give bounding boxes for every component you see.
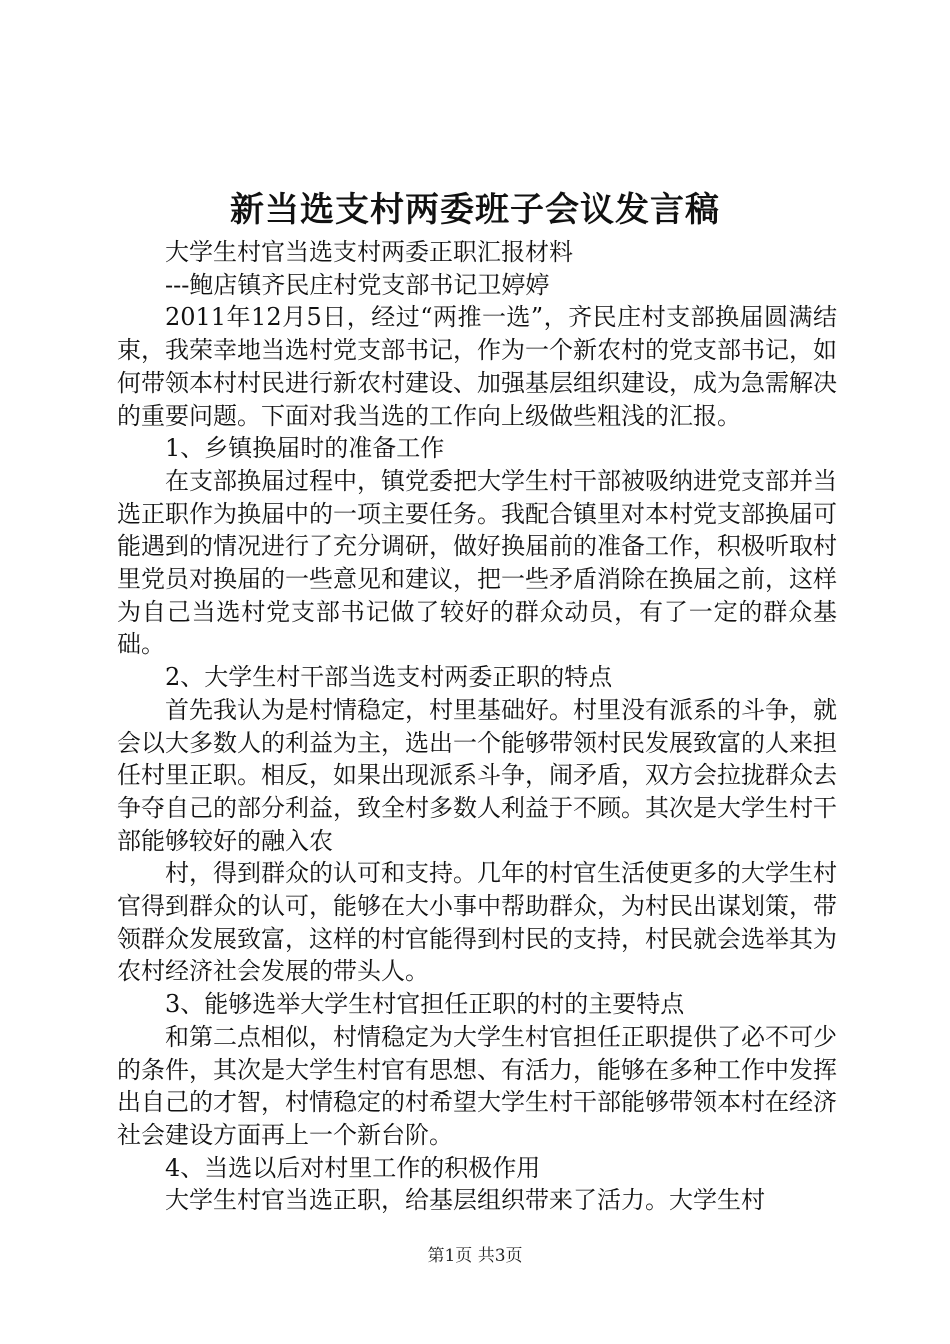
section-heading: 1、乡镇换届时的准备工作 <box>165 434 445 463</box>
subtitle-paragraph: 大学生村官当选支村两委正职汇报材料 <box>165 238 573 266</box>
document-title: 新当选支村两委班子会议发言稿 <box>230 190 720 230</box>
body-paragraph: 大学生村官当选正职，给基层组织带来了活力。大学生村 <box>165 1186 765 1215</box>
page-number-footer: 第1页 共3页 <box>427 1246 523 1266</box>
section-heading: 3、能够选举大学生村官担任正职的村的主要特点 <box>165 990 685 1019</box>
section-heading: 4、当选以后对村里工作的积极作用 <box>165 1153 541 1182</box>
body-paragraph: 2011年12月5日，经过“两推一选”，齐民庄村支部换届圆满结束，我荣幸地当选村党支部书记，作为一个新农村的党支部书记，如何带领本村村民进行新农村建设、加强基层组织建设，成为急需解决的重要问题。下面对我当选的工作向上级做些粗浅的汇报。 <box>117 303 837 430</box>
body-paragraph: 首先我认为是村情稳定，村里基础好。村里没有派系的斗争，就会以大多数人的利益为主，选出一个能够带领村民发展致富的人来担任村里正职。相反，如果出现派系斗争，闹矛盾，双方会拉拢群众去争夺自己的部分利益，致全村多数人利益于不顾。其次是大学生村干部能够较好的融入农 <box>117 695 837 855</box>
body-paragraph: 和第二点相似，村情稳定为大学生村官担任正职提供了必不可少的条件，其次是大学生村官有思想、有活力，能够在多种工作中发挥出自己的才智，村情稳定的村希望大学生村干部能够带领本村在经济社会建设方面再上一个新台阶。 <box>117 1022 837 1149</box>
body-paragraph: 村，得到群众的认可和支持。几年的村官生活使更多的大学生村官得到群众的认可，能够在大小事中帮助群众，为村民出谋划策，带领群众发展致富，这样的村官能得到村民的支持，村民就会选举其为农村经济社会发展的带头人。 <box>117 859 837 986</box>
body-paragraph: 在支部换届过程中，镇党委把大学生村干部被吸纳进党支部并当选正职作为换届中的一项主要任务。我配合镇里对本村党支部换届可能遇到的情况进行了充分调研，做好换届前的准备工作，积极听取村里党员对换届的一些意见和建议，把一些矛盾消除在换届之前，这样为自己当选村党支部书记做了较好的群众动员，有了一定的群众基础。 <box>117 466 837 659</box>
author-line: ---鲍店镇齐民庄村党支部书记卫婷婷 <box>165 270 550 299</box>
section-heading: 2、大学生村干部当选支村两委正职的特点 <box>165 663 613 692</box>
document-body <box>117 236 837 1217</box>
